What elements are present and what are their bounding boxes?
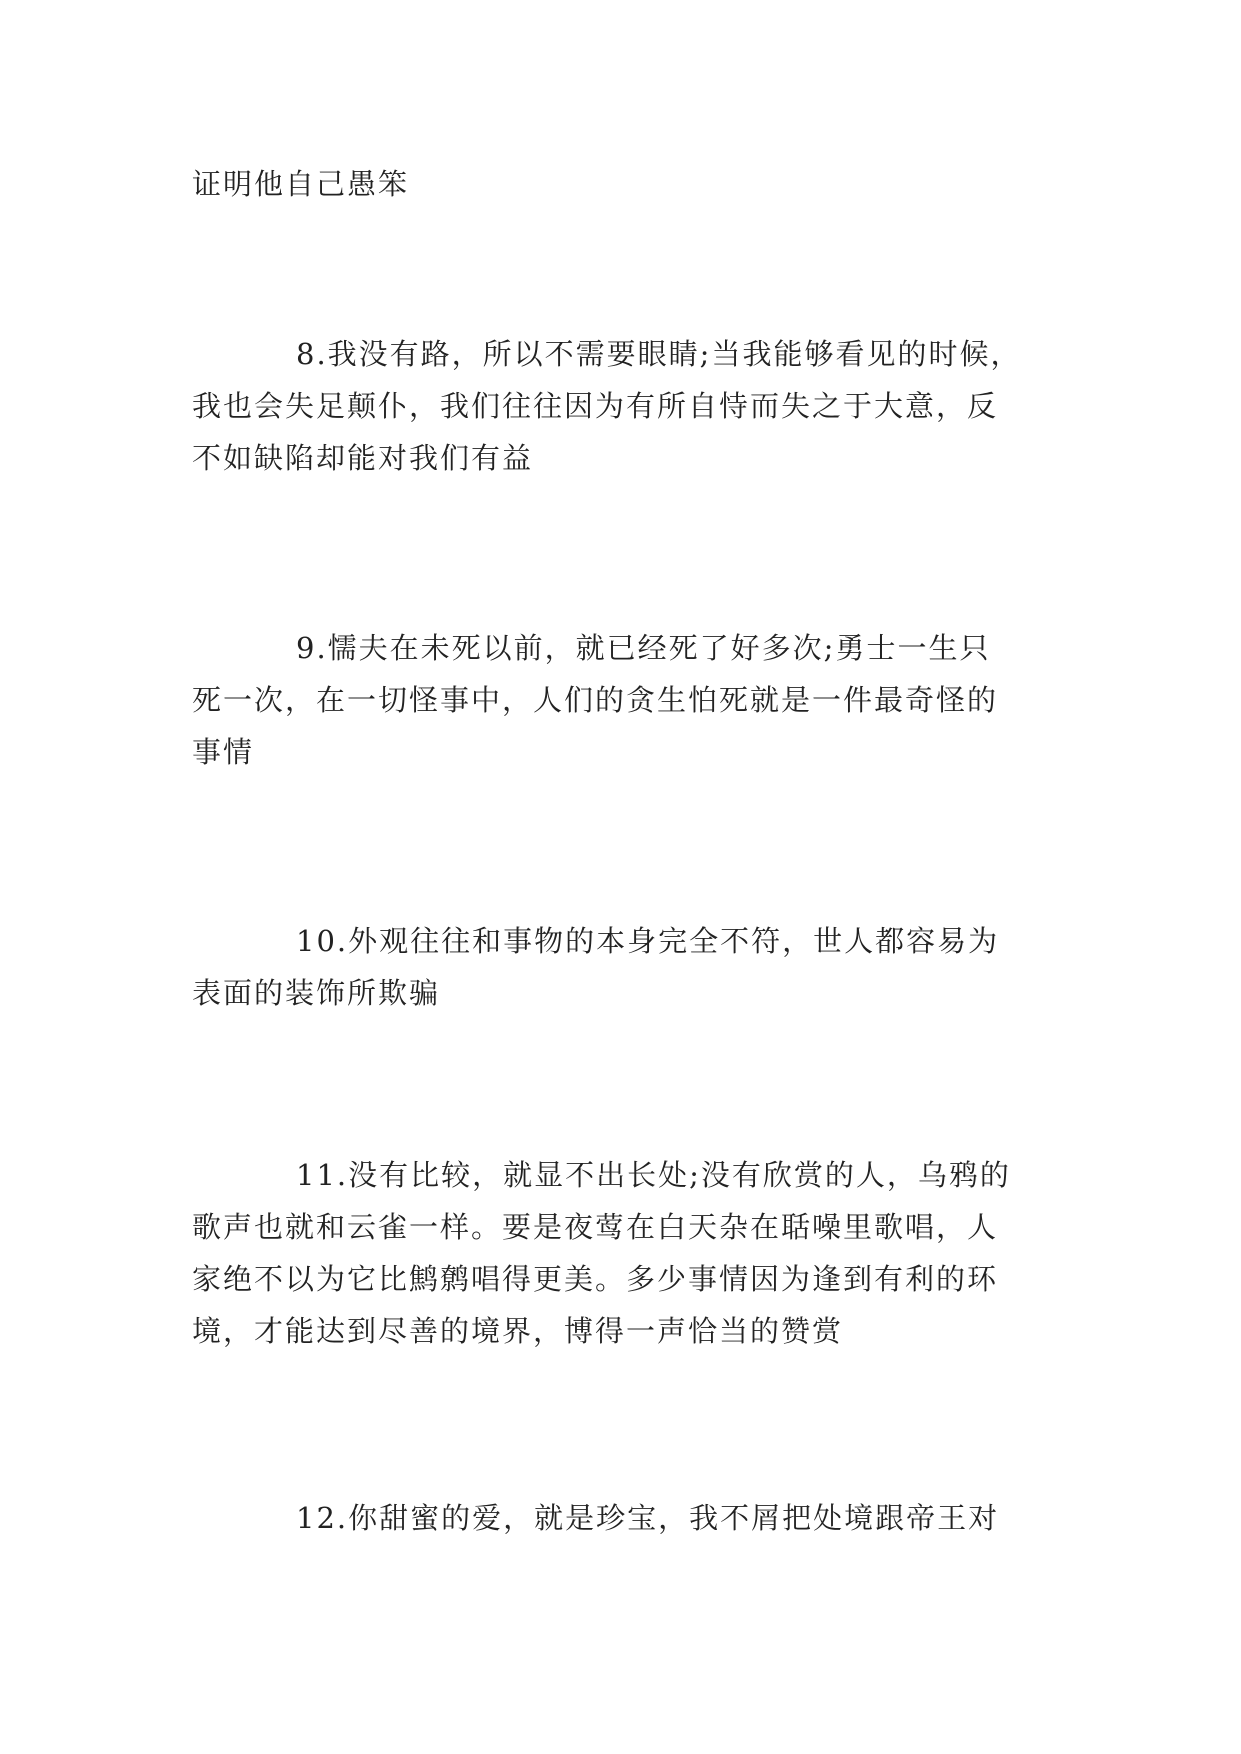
paragraph-11-line-2: 歌声也就和云雀一样。要是夜莺在白天杂在聒噪里歌唱，人 [192,1210,999,1244]
paragraph-11-line-3: 家绝不以为它比鹪鹩唱得更美。多少事情因为逢到有利的环 [192,1262,999,1296]
paragraph-9-line-1: 9.懦夫在未死以前，就已经死了好多次;勇士一生只 [296,631,991,665]
paragraph-11-line-1: 11.没有比较，就显不出长处;没有欣赏的人，乌鸦的 [296,1158,1011,1192]
paragraph-9-line-2: 死一次，在一切怪事中，人们的贪生怕死就是一件最奇怪的 [192,683,999,717]
paragraph-12-line-1: 12.你甜蜜的爱，就是珍宝，我不屑把处境跟帝王对 [296,1501,1000,1535]
paragraph-9-line-3: 事情 [192,735,255,769]
paragraph-8-line-1: 8.我没有路，所以不需要眼睛;当我能够看见的时候， [296,337,1022,371]
paragraph-8-line-3: 不如缺陷却能对我们有益 [192,441,534,475]
paragraph-10-line-2: 表面的装饰所欺骗 [192,976,441,1010]
paragraph-continuation-line: 证明他自己愚笨 [192,167,410,201]
paragraph-11-line-4: 境，才能达到尽善的境界，博得一声恰当的赞赏 [192,1314,844,1348]
paragraph-10-line-1: 10.外观往往和事物的本身完全不符，世人都容易为 [296,924,1000,958]
paragraph-8-line-2: 我也会失足颠仆，我们往往因为有所自恃而失之于大意，反 [192,389,999,423]
